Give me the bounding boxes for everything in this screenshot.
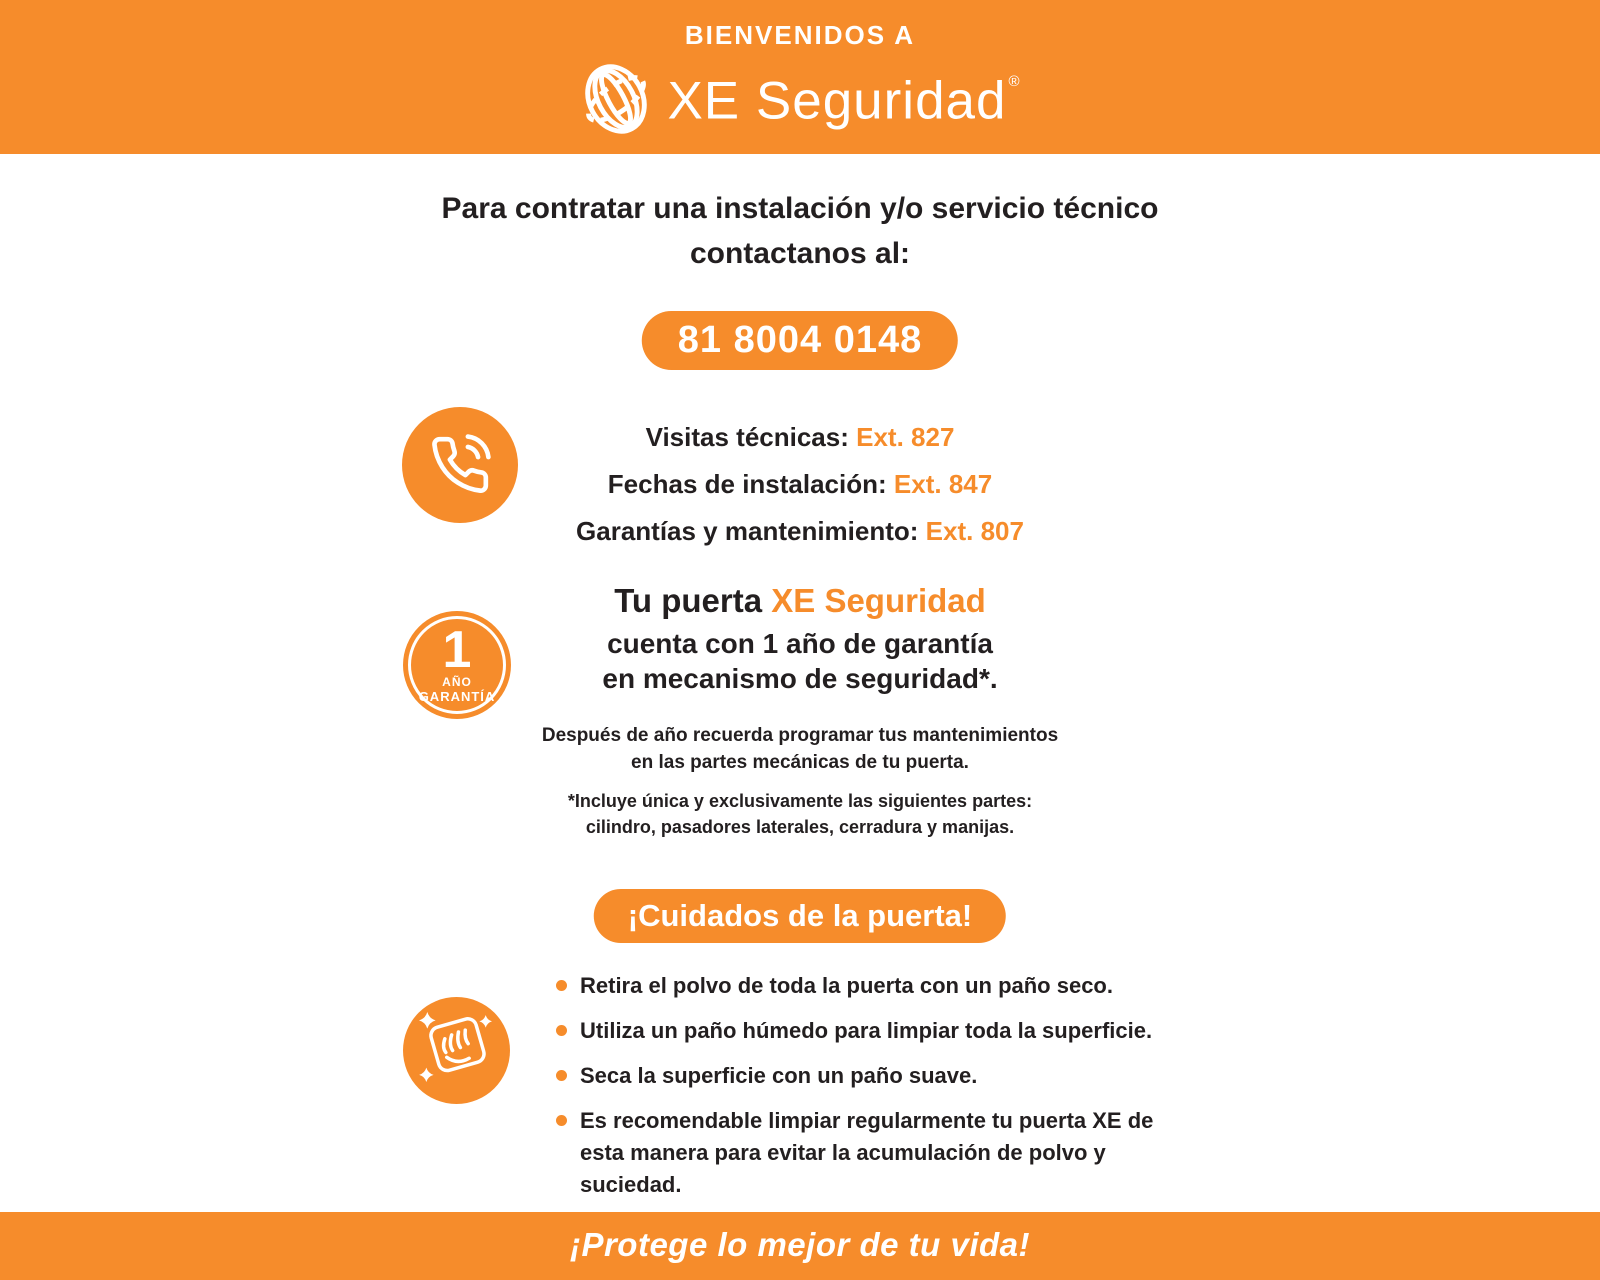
extension-number: Ext. 827 <box>856 422 955 452</box>
contact-line: Garantías y mantenimiento: Ext. 807 <box>576 516 1024 546</box>
xe-knot-icon <box>581 59 651 139</box>
warranty-subtitle-line1: cuenta con 1 año de garantía <box>607 628 993 659</box>
care-bullet-text: Es recomendable limpiar regularmente tu puerta XE de esta manera para evitar la acumulación de polvo y suciedad. <box>580 1108 1154 1197</box>
care-bullet-text: Seca la superficie con un paño suave. <box>580 1063 978 1088</box>
registered-mark: ® <box>1008 73 1021 90</box>
brand-tagline: ¡Protege lo mejor de tu vida! <box>569 1226 1031 1263</box>
bullet-dot-icon <box>556 1070 567 1081</box>
brand-logo <box>0 56 1600 142</box>
care-bullet-text: Utiliza un paño húmedo para limpiar toda la superficie. <box>580 1018 1153 1043</box>
included-parts-line2: cilindro, pasadores laterales, cerradura y manijas. <box>585 817 1015 837</box>
care-bullet <box>556 970 1176 1002</box>
bullet-dot-icon <box>556 980 567 991</box>
maintenance-note-line2: en las partes mecánicas de tu puerta. <box>631 752 969 773</box>
warranty-badge-word: GARANTÍA <box>418 688 496 704</box>
warranty-title-orange: XE Seguridad <box>771 582 986 619</box>
intro-heading-line1: Para contratar una instalación y/o servicio técnico <box>441 192 1159 225</box>
care-bullet-text: Retira el polvo de toda la puerta con un paño seco. <box>580 973 1113 998</box>
extension-number: Ext. 847 <box>893 469 993 499</box>
brand-name: XE Seguridad ® <box>667 71 1021 131</box>
warranty-badge-year: AÑO <box>442 674 472 689</box>
maintenance-note <box>0 722 1600 776</box>
contact-line: Fechas de instalación: Ext. 847 <box>607 469 993 499</box>
bullet-dot-icon <box>556 1025 567 1036</box>
included-parts-line1: *Incluye única y exclusivamente las siguientes partes: <box>567 791 1033 811</box>
intro-heading <box>0 186 1600 276</box>
cleaning-hand-icon <box>403 997 510 1104</box>
care-bullet <box>556 1060 1176 1092</box>
top-banner <box>0 0 1600 154</box>
warranty-subtitle <box>0 620 1600 696</box>
care-bullet-list <box>556 970 1176 1214</box>
bullet-dot-icon <box>556 1115 567 1126</box>
contact-extensions <box>0 414 1600 555</box>
intro-heading-line2: contactanos al: <box>689 237 911 270</box>
warranty-subtitle-line2: en mecanismo de seguridad*. <box>602 663 998 694</box>
phone-number-pill: 81 8004 0148 <box>642 311 958 370</box>
warranty-title-black: Tu puerta <box>614 582 763 619</box>
care-title-pill: ¡Cuidados de la puerta! <box>594 889 1006 943</box>
care-bullet <box>556 1105 1176 1201</box>
contact-line: Visitas técnicas: Ext. 827 <box>645 422 955 452</box>
warranty-title <box>0 582 1600 620</box>
extension-number: Ext. 807 <box>925 516 1024 546</box>
bottom-banner <box>0 1212 1600 1280</box>
welcome-kicker: BIENVENIDOS A <box>684 20 916 50</box>
maintenance-note-line1: Después de año recuerda programar tus mantenimientos <box>541 725 1059 746</box>
care-bullet <box>556 1015 1176 1047</box>
included-parts-note <box>0 788 1600 840</box>
warranty-badge-number: 1 <box>442 620 472 679</box>
